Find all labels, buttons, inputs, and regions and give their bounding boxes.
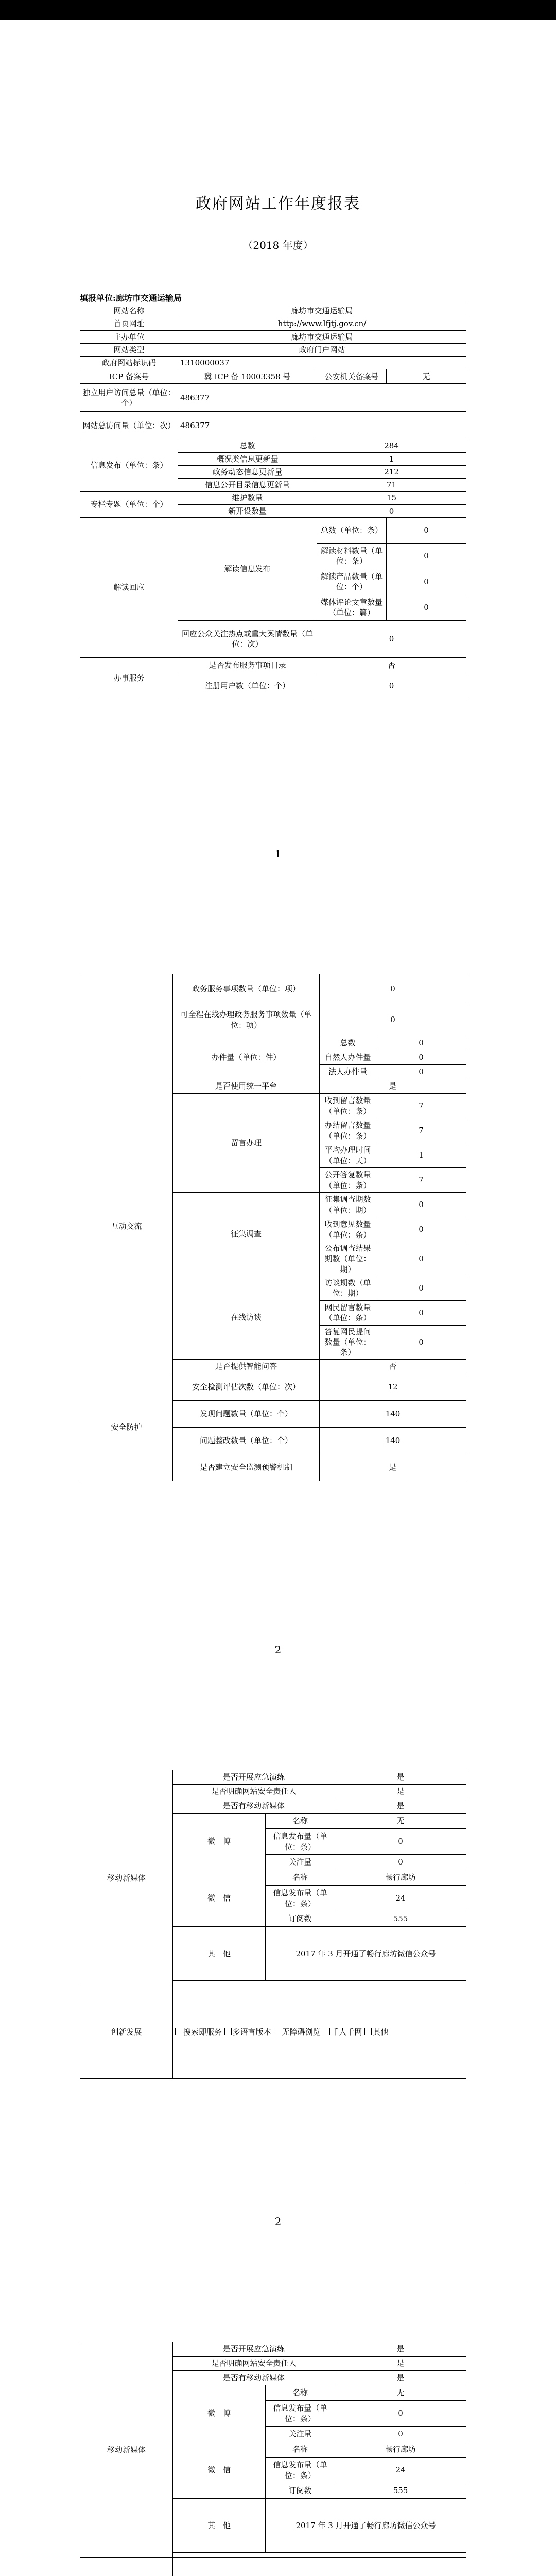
label-cell: 新开设数量 [178, 504, 317, 517]
label-cell: 微 信 [173, 2442, 266, 2499]
label-cell: 收到意见数量（单位：条） [320, 1217, 376, 1242]
label-cell: 移动新媒体 [80, 2342, 173, 2558]
label-cell: 概况类信息更新量 [178, 452, 317, 465]
value-cell: 0 [376, 1065, 466, 1079]
label-cell: 政务动态信息更新量 [178, 465, 317, 478]
value-cell: 是 [335, 2371, 466, 2385]
value-cell: 0 [376, 1050, 466, 1065]
label-cell: 政务服务事项数量（单位：项） [173, 974, 320, 1004]
label-cell: 关注量 [266, 1855, 335, 1870]
report-table-page2 [80, 974, 466, 1481]
label-cell: 征集调查期数（单位：期） [320, 1193, 376, 1217]
value-cell: 否 [317, 657, 466, 673]
label-cell: 是否有移动新媒体 [173, 1799, 335, 1814]
checkbox-icon [274, 2028, 281, 2035]
value-cell: 0 [376, 1217, 466, 1242]
label-cell: 是否开展应急演练 [173, 2342, 335, 2357]
innovation-options [173, 1986, 466, 2079]
label-cell: 总数 [178, 439, 317, 452]
value-cell: 555 [335, 2483, 466, 2499]
label-cell: 是否明确网站安全责任人 [173, 2357, 335, 2371]
value-cell: 140 [320, 1427, 466, 1454]
label-cell [80, 974, 173, 1079]
label-cell: 安全防护 [80, 1374, 173, 1481]
page-number: 2 [274, 2215, 282, 2228]
value-cell: 0 [387, 595, 466, 620]
label-cell: 是否使用统一平台 [173, 1079, 320, 1094]
label-cell: 是否提供智能问答 [173, 1359, 320, 1374]
checkbox-icon [323, 2028, 330, 2035]
value-cell: 24 [335, 2458, 466, 2483]
label-cell: 信息发布量（单位：条） [266, 1886, 335, 1911]
value-cell: 0 [376, 1036, 466, 1050]
label-cell: 是否开展应急演练 [173, 1770, 335, 1785]
option-checkbox[interactable]: 千人千网 [323, 2027, 362, 2037]
value-cell: 24 [335, 1886, 466, 1911]
value-cell: 0 [317, 620, 466, 657]
value-cell: 无 [387, 369, 466, 384]
value-cell: 0 [376, 1193, 466, 1217]
label-cell: 平均办理时间（单位：天） [320, 1143, 376, 1168]
checkbox-icon [364, 2028, 372, 2035]
option-checkbox[interactable]: 搜索即服务 [175, 2027, 222, 2037]
page-number: 2 [274, 1643, 282, 1656]
value-cell: 15 [317, 492, 466, 504]
value-cell: 284 [317, 439, 466, 452]
value-cell: 1 [376, 1143, 466, 1168]
label-cell: 公安机关备案号 [317, 369, 387, 384]
label-cell: 解读材料数量（单位：条） [317, 543, 387, 569]
option-checkbox[interactable]: 无障碍浏览 [274, 2027, 321, 2037]
label-cell: 收到留言数量（单位：条） [320, 1094, 376, 1118]
value-cell: 政府门户网站 [178, 343, 466, 356]
label-cell: 微 博 [173, 1814, 266, 1870]
label-cell: 注册用户数（单位：个） [178, 673, 317, 699]
value-cell: 是 [335, 1785, 466, 1799]
value-cell: 0 [335, 1855, 466, 1870]
label-cell: 总数 [320, 1036, 376, 1050]
label-cell: 名称 [266, 2385, 335, 2401]
value-cell: 71 [317, 479, 466, 492]
label-cell: 订阅数 [266, 2483, 335, 2499]
label-cell: 是否建立安全监测预警机制 [173, 1454, 320, 1481]
label-cell: 名称 [266, 2442, 335, 2458]
label-cell: 其 他 [173, 1927, 266, 1981]
page-number: 1 [274, 848, 282, 860]
label-cell [80, 2558, 173, 2576]
value-cell: 0 [335, 2427, 466, 2442]
checkbox-icon [224, 2028, 232, 2035]
report-table-page3 [80, 1770, 466, 2079]
value-cell: 0 [317, 504, 466, 517]
value-cell: 1 [317, 452, 466, 465]
label-cell: 名称 [266, 1814, 335, 1829]
value-cell: 212 [317, 465, 466, 478]
label-cell: 互动交流 [80, 1079, 173, 1374]
value-cell: 是 [335, 1799, 466, 1814]
top-black-bar [0, 0, 556, 20]
value-cell: 畅行廊坊 [335, 2442, 466, 2458]
label-cell: 解读产品数量（单位：个） [317, 569, 387, 595]
innovation-options [173, 2558, 466, 2576]
spacer-cell [173, 2553, 466, 2558]
label-cell: 信息发布量（单位：条） [266, 2458, 335, 2483]
label-cell: 网民留言数量（单位：条） [320, 1300, 376, 1325]
value-cell: 0 [317, 673, 466, 699]
value-cell: 2017 年 3 月开通了畅行廊坊微信公众号 [266, 2499, 466, 2553]
value-cell: 0 [376, 1242, 466, 1276]
label-cell: 网站总访问量（单位：次） [80, 412, 178, 439]
value-cell: 0 [320, 974, 466, 1004]
value-cell: 0 [387, 517, 466, 543]
option-checkbox[interactable]: 其他 [364, 2027, 388, 2037]
label-cell: 问题整改数量（单位：个） [173, 1427, 320, 1454]
label-cell: 征集调查 [173, 1193, 320, 1276]
value-cell: 无 [335, 1814, 466, 1829]
label-cell: 可全程在线办理政务服务事项数量（单位：项） [173, 1004, 320, 1036]
filing-unit: 填报单位:廊坊市交通运输局 [80, 293, 182, 303]
label-cell: 移动新媒体 [80, 1770, 173, 1986]
label-cell: 订阅数 [266, 1911, 335, 1927]
label-cell: 自然人办件量 [320, 1050, 376, 1065]
value-cell: 0 [376, 1300, 466, 1325]
label-cell: 发现问题数量（单位：个） [173, 1400, 320, 1427]
value-cell: 是 [335, 2357, 466, 2371]
value-cell: 冀 ICP 备 10003358 号 [178, 369, 317, 384]
report-table-page1 [80, 304, 466, 699]
label-cell: 政府网站标识码 [80, 357, 178, 369]
value-cell: 12 [320, 1374, 466, 1400]
label-cell: 总数（单位：条） [317, 517, 387, 543]
label-cell: 信息公开目录信息更新量 [178, 479, 317, 492]
label-cell: 微 博 [173, 2385, 266, 2442]
label-cell: ICP 备案号 [80, 369, 178, 384]
option-checkbox[interactable]: 多语言版本 [224, 2027, 271, 2037]
value-cell: 0 [335, 2401, 466, 2427]
value-cell: 0 [387, 543, 466, 569]
label-cell: 公开答复数量（单位：条） [320, 1168, 376, 1193]
label-cell: 媒体评论文章数量（单位：篇） [317, 595, 387, 620]
label-cell: 是否发布服务事项目录 [178, 657, 317, 673]
value-cell: 1310000037 [178, 357, 466, 369]
value-cell: 是 [320, 1079, 466, 1094]
value-cell: 7 [376, 1094, 466, 1118]
label-cell: 关注量 [266, 2427, 335, 2442]
label-cell: 办事服务 [80, 657, 178, 699]
label-cell: 回应公众关注热点或重大舆情数量（单位：次） [178, 620, 317, 657]
label-cell: 办结留言数量（单位：条） [320, 1118, 376, 1143]
value-cell: 0 [335, 1829, 466, 1855]
label-cell: 答复网民提问数量（单位：条） [320, 1325, 376, 1359]
label-cell: 网站名称 [80, 304, 178, 317]
value-cell: 畅行廊坊 [335, 1870, 466, 1886]
label-cell: 解读信息发布 [178, 517, 317, 620]
value-cell: 否 [320, 1359, 466, 1374]
label-cell: 网站类型 [80, 343, 178, 356]
label-cell: 访谈期数（单位：期） [320, 1276, 376, 1300]
label-cell: 公布调查结果期数（单位：期） [320, 1242, 376, 1276]
value-cell: 是 [335, 1770, 466, 1785]
value-cell: 是 [320, 1454, 466, 1481]
value-cell: 无 [335, 2385, 466, 2401]
label-cell: 办件量（单位：件） [173, 1036, 320, 1079]
report-title: 政府网站工作年度报表 [196, 195, 360, 213]
value-cell: 0 [387, 569, 466, 595]
label-cell: 信息发布量（单位：条） [266, 1829, 335, 1855]
value-cell: 486377 [178, 412, 466, 439]
label-cell: 留言办理 [173, 1094, 320, 1193]
label-cell: 主办单位 [80, 330, 178, 343]
checkbox-icon [175, 2028, 182, 2035]
label-cell: 专栏专题（单位：个） [80, 492, 178, 518]
value-cell: 0 [376, 1325, 466, 1359]
label-cell: 微 信 [173, 1870, 266, 1927]
label-cell: 独立用户访问总量（单位：个） [80, 384, 178, 412]
label-cell: 首页网址 [80, 317, 178, 330]
value-cell: 0 [320, 1004, 466, 1036]
label-cell: 名称 [266, 1870, 335, 1886]
value-cell: 486377 [178, 384, 466, 412]
value-cell: http://www.lfjtj.gov.cn/ [178, 317, 466, 330]
spacer-cell [173, 1981, 466, 1986]
label-cell: 信息发布量（单位：条） [266, 2401, 335, 2427]
value-cell: 2017 年 3 月开通了畅行廊坊微信公众号 [266, 1927, 466, 1981]
label-cell: 其 他 [173, 2499, 266, 2553]
value-cell: 是 [335, 2342, 466, 2357]
report-table-page4 [80, 2342, 466, 2576]
label-cell: 创新发展 [80, 1986, 173, 2079]
value-cell: 555 [335, 1911, 466, 1927]
label-cell: 维护数量 [178, 492, 317, 504]
label-cell: 在线访谈 [173, 1276, 320, 1359]
label-cell: 安全检测评估次数（单位：次） [173, 1374, 320, 1400]
value-cell: 7 [376, 1118, 466, 1143]
label-cell: 是否有移动新媒体 [173, 2371, 335, 2385]
report-year: （2018 年度） [242, 239, 314, 251]
value-cell: 0 [376, 1276, 466, 1300]
value-cell: 7 [376, 1168, 466, 1193]
label-cell: 信息发布（单位：条） [80, 439, 178, 492]
value-cell: 廊坊市交通运输局 [178, 330, 466, 343]
value-cell: 140 [320, 1400, 466, 1427]
label-cell: 解读回应 [80, 517, 178, 657]
label-cell: 法人办件量 [320, 1065, 376, 1079]
value-cell: 廊坊市交通运输局 [178, 304, 466, 317]
label-cell: 是否明确网站安全责任人 [173, 1785, 335, 1799]
